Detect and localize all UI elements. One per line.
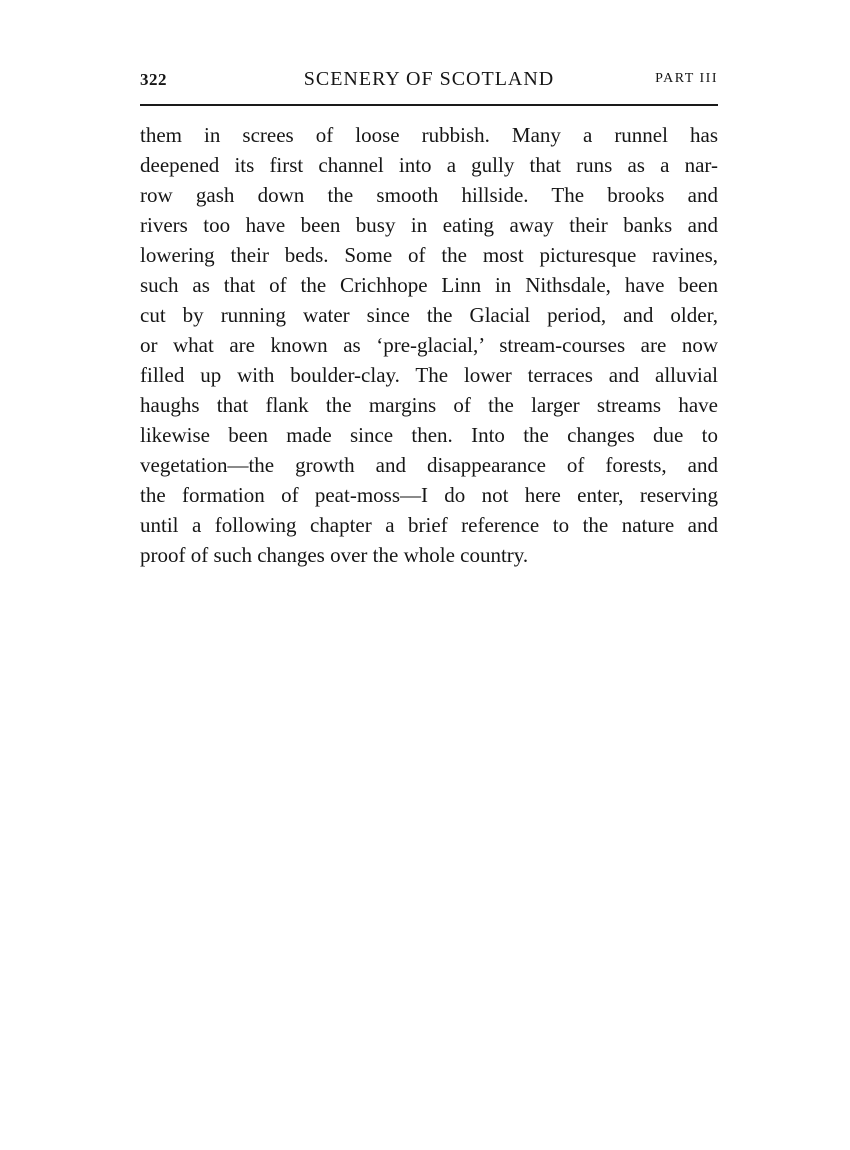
text-line: them in screes of loose rubbish. Many a runnel has [140, 123, 718, 147]
text-line: proof of such changes over the whole country. [140, 543, 529, 567]
text-line: haughs that flank the margins of the larger streams have [140, 393, 718, 417]
text-line: cut by running water since the Glacial period, and older, [140, 303, 718, 327]
text-line: the formation of peat-moss—I do not here enter, reserving [140, 483, 718, 507]
text-line: such as that of the Crichhope Linn in Nithsdale, have been [140, 273, 718, 297]
body-paragraph [140, 120, 718, 570]
text-line: vegetation—the growth and disappearance of forests, and [140, 453, 718, 477]
text-line: row gash down the smooth hillside. The brooks and [140, 183, 718, 207]
running-head [140, 68, 718, 96]
text-line: filled up with boulder-clay. The lower terraces and alluvial [140, 363, 718, 387]
text-line: deepened its first channel into a gully that runs as a nar- [140, 153, 718, 177]
page-number: 322 [140, 70, 167, 89]
running-title: SCENERY OF SCOTLAND [303, 68, 555, 90]
text-line: likewise been made since then. Into the changes due to [140, 423, 718, 447]
text-line: or what are known as ‘pre-glacial,’ stream-courses are now [140, 333, 718, 357]
text-line: lowering their beds. Some of the most picturesque ravines, [140, 243, 718, 267]
text-line: rivers too have been busy in eating away their banks and [140, 213, 718, 237]
header-rule [140, 104, 718, 106]
part-label: PART III [655, 71, 718, 86]
text-line: until a following chapter a brief reference to the nature and [140, 513, 718, 537]
